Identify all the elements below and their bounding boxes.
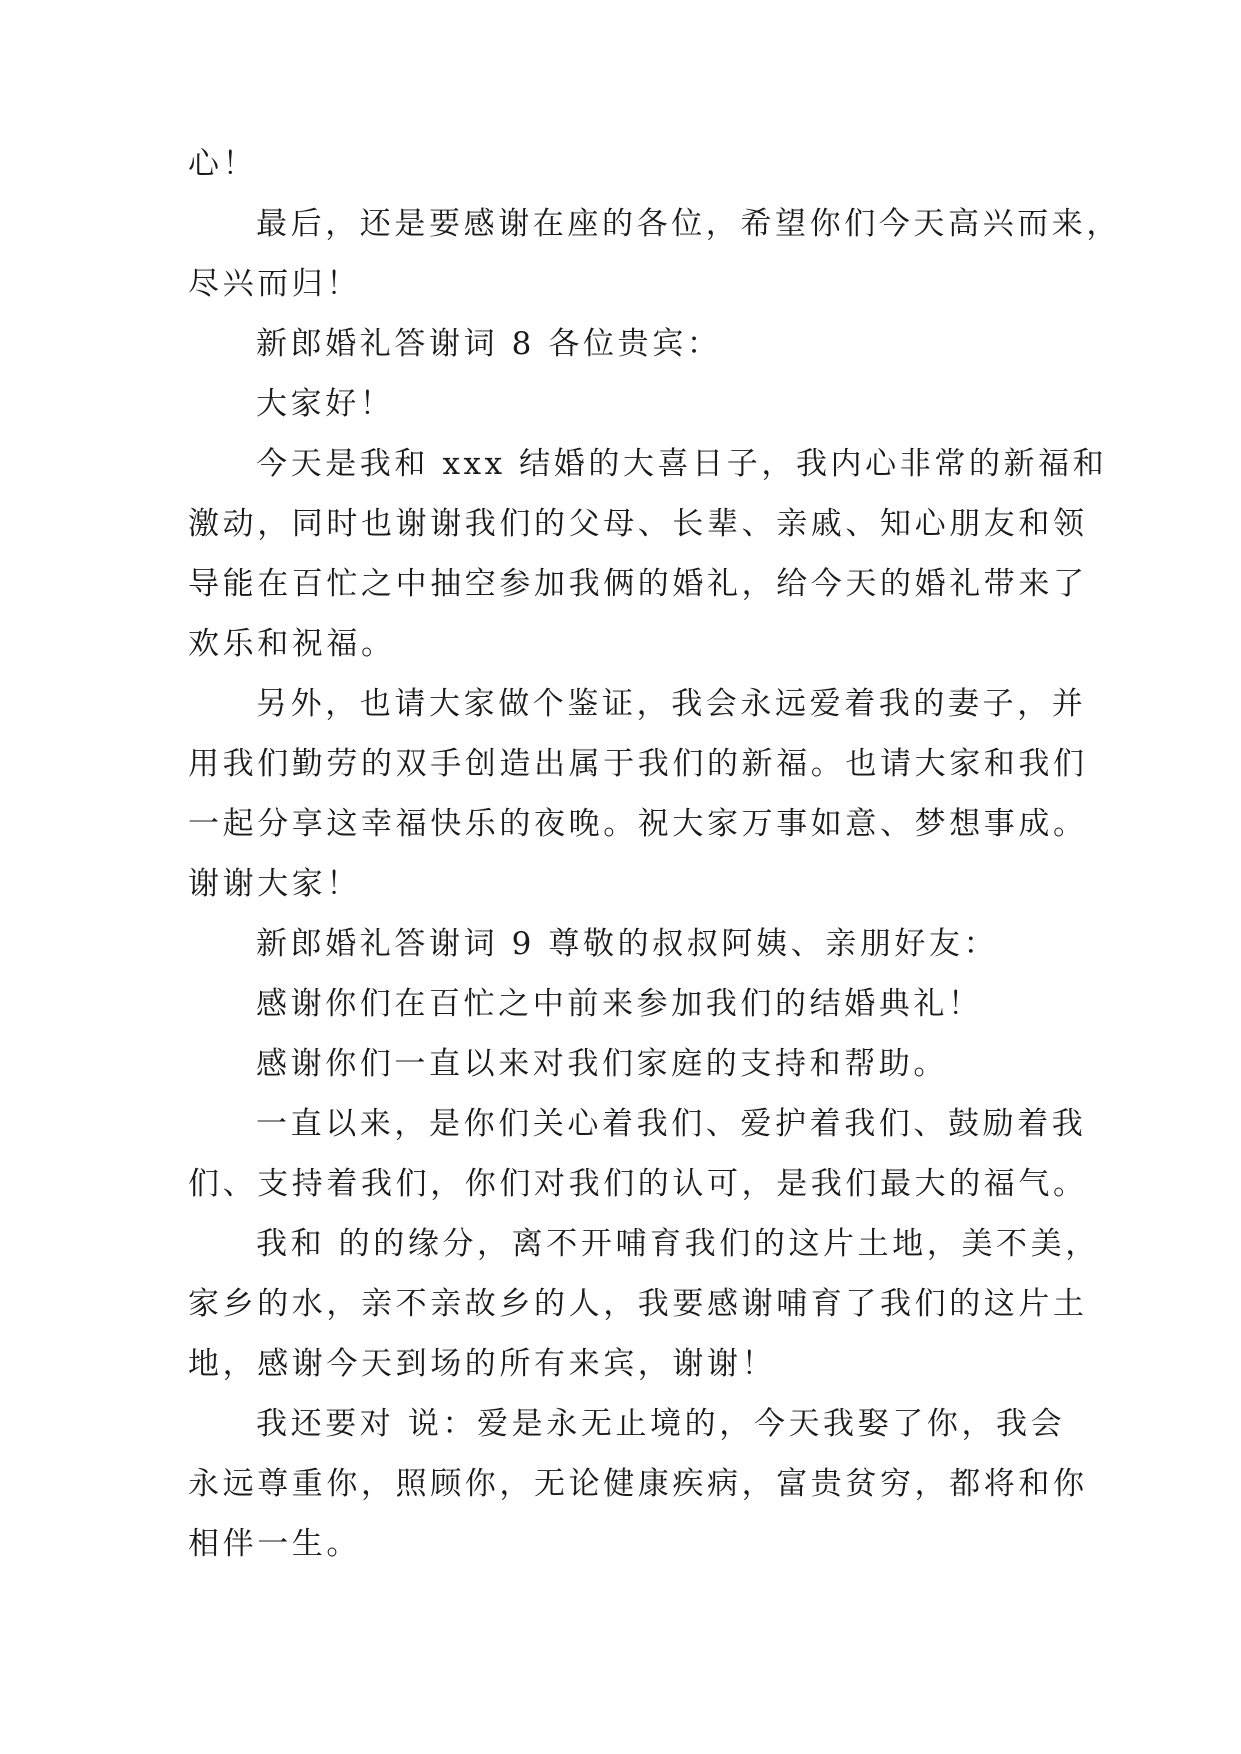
text-line: 永远尊重你，照顾你，无论健康疾病，富贵贫穷，都将和你	[188, 1466, 1088, 1502]
section-heading: 新郎婚礼答谢词 9 尊敬的叔叔阿姨、亲朋好友：	[256, 926, 999, 962]
text-line: 尽兴而归！	[188, 266, 361, 302]
text-line: 地，感谢今天到场的所有来宾，谢谢！	[188, 1346, 777, 1382]
text-line: 激动，同时也谢谢我们的父母、长辈、亲戚、知心朋友和领	[188, 506, 1088, 542]
section-heading: 新郎婚礼答谢词 8 各位贵宾：	[256, 326, 722, 362]
text-line: 感谢你们在百忙之中前来参加我们的结婚典礼！	[256, 986, 983, 1022]
text-line: 大家好！	[256, 386, 395, 422]
text-line: 一起分享这幸福快乐的夜晚。祝大家万事如意、梦想事成。	[188, 806, 1088, 842]
text-line: 们、支持着我们，你们对我们的认可，是我们最大的福气。	[188, 1166, 1088, 1202]
text-line: 一直以来，是你们关心着我们、爱护着我们、鼓励着我	[256, 1106, 1087, 1142]
text-line: 相伴一生。	[188, 1526, 361, 1562]
text-line: 今天是我和 xxx 结婚的大喜日子，我内心非常的新福和	[256, 446, 1108, 482]
text-line: 另外，也请大家做个鉴证，我会永远爱着我的妻子，并	[256, 686, 1087, 722]
text-line: 心！	[188, 146, 258, 182]
text-line: 最后，还是要感谢在座的各位，希望你们今天高兴而来，	[256, 206, 1121, 242]
text-line: 欢乐和祝福。	[188, 626, 396, 662]
text-line: 我和 的的缘分，离不开哺育我们的这片土地，美不美，	[256, 1226, 1100, 1262]
text-line: 家乡的水，亲不亲故乡的人，我要感谢哺育了我们的这片土	[188, 1286, 1088, 1322]
text-line: 感谢你们一直以来对我们家庭的支持和帮助。	[256, 1046, 948, 1082]
text-line: 用我们勤劳的双手创造出属于我们的新福。也请大家和我们	[188, 746, 1088, 782]
text-line: 我还要对 说：爱是永无止境的，今天我娶了你，我会	[256, 1406, 1066, 1442]
text-line: 谢谢大家！	[188, 866, 361, 902]
text-line: 导能在百忙之中抽空参加我俩的婚礼，给今天的婚礼带来了	[188, 566, 1088, 602]
